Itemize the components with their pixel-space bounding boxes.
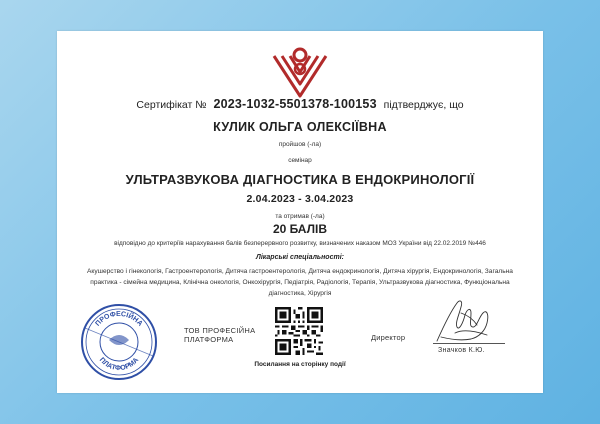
specialties-title: Лікарські спеціальності: [256,254,344,261]
holder-name: КУЛИК ОЛЬГА ОЛЕКСІЇВНА [213,120,387,134]
course-title: УЛЬТРАЗВУКОВА ДІАГНОСТИКА В ЕНДОКРИНОЛОГІЇ [125,172,475,187]
stamp-text-top: ПРОФЕСІЙНА [94,310,144,328]
stamp-text-bottom: ПЛАТФОРМА [97,356,141,373]
certificate-prefix: Сертифікат № [136,99,207,111]
certificate-page [57,31,543,393]
points-awarded: 20 БАЛІВ [272,222,328,236]
logo-icon [271,44,329,100]
course-dates: 2.04.2023 - 3.04.2023 [246,193,354,205]
stamp-icon [79,302,159,382]
certificate-number-line [57,97,543,111]
seminar-label: семінар [288,157,312,164]
org-line-1: ТОВ ПРОФЕСІЙНА [184,326,256,335]
qr-code-icon[interactable] [275,307,323,355]
signature-icon [427,293,501,345]
passed-label: пройшов (-ла) [278,141,322,148]
director-label: Директор [371,333,406,342]
organization-name [184,326,255,344]
certificate-number: 2023-1032-5501378-100153 [213,97,377,111]
signature-line [433,343,505,344]
criteria-text: відповідно до критеріїв нарахування балів безперервного розвитку, визначених наказом МОЗ України від 22.02.2019 №446 [114,240,486,247]
director-name: Значков К.Ю. [438,347,485,354]
certificate-suffix: підтверджує, що [383,99,464,111]
org-line-2: ПЛАТФОРМА [184,335,234,344]
specialties-list: Акушерство і гінекологія, Гастроентерологія, Дитяча гастроентерологія, Дитяча ендокринологія, Дитяча хірургія, Ендокринологія, Загальна практика - сімейна медицина, Клінічна онкологія, Онкохірургія, Педіатрія, Радіологія, Терапія, Ультразвукова діагностика, Функціональна діагностика, Хірургія [87,268,513,297]
qr-caption: Посилання на сторінку події [254,361,346,368]
received-label: та отримав (-ла) [275,213,325,220]
svg-text:ПЛАТФОРМА [98,357,140,372]
